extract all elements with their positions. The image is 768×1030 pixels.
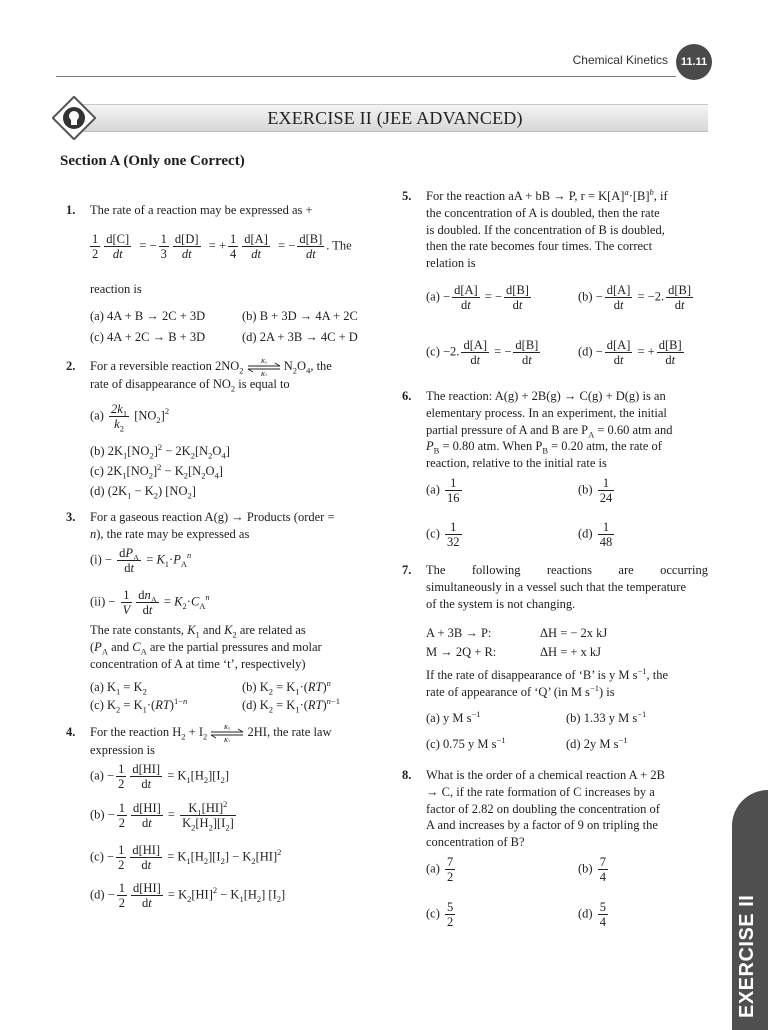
q6-option-b[interactable]: (b) $\frac{1}{24}$ [578, 476, 613, 505]
question-8: 8. What is the order of a chemical reaction A + 2B → C, if the rate formation of C increases by a factor of 2.82 on doubling the concentration of A and increases by a factor of 9 on tripling the concentration of B? [402, 768, 665, 850]
q4-option-a[interactable]: (a) − $\frac{1}{2}$ $\frac{d[HI]}{dt}$ = $K_1[H_2][I_2]$ [90, 762, 230, 791]
q3-option-d[interactable]: (d) $K_2 = K_1\cdot(RT)^{n-1}$ [242, 695, 340, 715]
svg-text:K: K [260, 359, 265, 366]
q7-option-b[interactable]: (b) 1.33 y M $s^{-1}$ [566, 708, 647, 725]
q1-option-d[interactable]: (d) 2A + 3B → 4C + D [242, 330, 358, 344]
question-number: 8. [402, 768, 412, 782]
q4-option-b[interactable]: (b) − $\frac{1}{2}$ $\frac{d[HI]}{dt}$ = $\frac{K_1[HI]^2}{K_2[H_2][I_2]}$ [90, 798, 234, 833]
header-rule [56, 76, 676, 77]
q5-option-b[interactable]: (b) − $\frac{d[A]}{dt}$ = −2. $\frac{d[B]}{dt}$ [578, 283, 692, 312]
q2-option-d[interactable]: (d) $(2K_1 - K_2)$ $[NO_2]$ [90, 484, 196, 501]
q5-option-c[interactable]: (c) −2. $\frac{d[A]}{dt}$ = − $\frac{d[B]}{dt}$ [426, 338, 539, 367]
question-number: 4. [66, 725, 76, 739]
question-1 [66, 202, 372, 219]
question-3: 3. For a gaseous reaction A(g) → Products (order = n), the rate may be expressed as [66, 510, 335, 541]
svg-text:K: K [260, 372, 265, 377]
question-6: 6. The reaction: A(g) + 2B(g) → C(g) + D(g) is an elementary process. In an experiment, the initial partial pressure of A and B are $P_A = 0.60$ atm and $P_B = 0.80$ atm. When $P_B = 0.20$ atm, the rate of reaction, relative to the initial rate is [402, 389, 673, 471]
q2-stem: For a reversible reaction 2NO [90, 359, 240, 373]
svg-text:2: 2 [228, 738, 231, 743]
q4-option-d[interactable]: (d) − $\frac{1}{2}$ $\frac{d[HI]}{dt}$ = $K_2[HI]^2 - K_1[H_2]$ $[I_2]$ [90, 881, 286, 910]
question-stem: The rate of a reaction may be expressed as + [90, 203, 313, 217]
q2-option-b[interactable]: (b) $2K_1[NO_2]^2 - 2K_2[N_2O_4]$ [90, 441, 230, 461]
q3-expression-i: (i) − $\frac{dP_A}{dt}$ = $K_1\cdot P_A^n$ [90, 546, 192, 575]
question-number: 6. [402, 389, 412, 403]
q8-option-d[interactable]: (d) $\frac{5}{4}$ [578, 900, 606, 929]
svg-text:K: K [224, 725, 229, 732]
q2-option-c[interactable]: (c) $2K_1[NO_2]^2 - K_2[N_2O_4]$ [90, 461, 223, 481]
question-number: 2. [66, 359, 76, 373]
q5-option-d[interactable]: (d) − $\frac{d[A]}{dt}$ = + $\frac{d[B]}{dt}$ [578, 338, 682, 367]
question-2: 2. For a reversible reaction $2NO_2$ K 1 K 2 $N_2O_4$, the rate of disappearance of $NO_2$ is equal to [66, 359, 332, 394]
question-7: 7. The following reactions are occurring simultaneously in a vessel such that the temperature of the system is not changing. [402, 563, 708, 611]
brain-logo-icon [52, 96, 96, 140]
q8-option-c[interactable]: (c) $\frac{5}{2}$ [426, 900, 454, 929]
question-number: 7. [402, 563, 412, 577]
q5-option-a[interactable]: (a) − $\frac{d[A]}{dt}$ = − $\frac{d[B]}{dt}$ [426, 283, 529, 312]
q4-option-c[interactable]: (c) − $\frac{1}{2}$ $\frac{d[HI]}{dt}$ = $K_1[H_2][I_2] - K_2[HI]^2$ [90, 843, 282, 872]
q6-option-a[interactable]: (a) $\frac{1}{16}$ [426, 476, 460, 505]
equilibrium-arrow-icon [247, 358, 281, 376]
question-4: 4. For the reaction $H_2 + I_2$ K 1 K 2 2HI, the rate law expression is [66, 725, 332, 758]
q1-option-c[interactable]: (c) 4A + 2C → B + 3D [90, 330, 206, 344]
q1-option-a[interactable]: (a) 4A + B → 2C + 3D [90, 309, 206, 323]
q7-reaction-2: M → 2Q + R: [426, 645, 497, 659]
q3-option-a[interactable]: (a) $K_1 = K_2$ [90, 680, 147, 697]
q8-option-a[interactable]: (a) $\frac{7}{2}$ [426, 855, 454, 884]
exercise-banner [82, 104, 708, 132]
q7-option-c[interactable]: (c) 0.75 y M $s^{-1}$ [426, 734, 506, 751]
question-number: 1. [66, 203, 76, 217]
page-number-badge: 11.11 [676, 44, 712, 80]
side-tab [732, 790, 768, 1030]
q1-stem-2: reaction is [90, 282, 142, 296]
q7-option-a[interactable]: (a) y M $s^{-1}$ [426, 708, 481, 725]
svg-text:1: 1 [264, 360, 267, 366]
q3-expression-ii: (ii) − $\frac{1}{V}$ $\frac{dn_A}{dt}$ = $K_2\cdot C_A^n$ [90, 588, 210, 617]
svg-text:1: 1 [228, 726, 231, 732]
q1-rate-expression: $\frac{1}{2}$ $\frac{d[C]}{dt}$ = − $\frac{1}{3}$ $\frac{d[D]}{dt}$ = + $\frac{1}{4}$ $\frac{d[A]}{dt}$ = − $\frac{d[B]}{dt}$ . The [92, 232, 352, 261]
exercise-title: EXERCISE II (JEE ADVANCED) [267, 108, 523, 128]
question-number: 5. [402, 189, 412, 203]
q7-question: If the rate of disappearance of ‘B’ is y M $s^{-1}$, the rate of appearance of ‘Q’ (in M $s^{-1}$) is [426, 665, 669, 699]
q6-option-c[interactable]: (c) $\frac{1}{32}$ [426, 520, 460, 549]
svg-text:2: 2 [264, 372, 267, 377]
q3-option-b[interactable]: (b) $K_2 = K_1\cdot(RT)^n$ [242, 677, 331, 697]
q3-option-c[interactable]: (c) $K_2 = K_1\cdot(RT)^{1-n}$ [90, 695, 188, 715]
svg-text:K: K [224, 738, 229, 743]
q7-reaction-1-enthalpy: ΔH = − 2x kJ [540, 626, 608, 640]
equilibrium-arrow-icon [210, 724, 244, 742]
q3-paragraph: The rate constants, $K_1$ and $K_2$ are related as ($P_A$ and $C_A$ are the partial pressures and molar concentration of A at time ‘t’, respectively) [90, 623, 322, 671]
q7-reaction-2-enthalpy: ΔH = + x kJ [540, 645, 602, 659]
q8-option-b[interactable]: (b) $\frac{7}{4}$ [578, 855, 606, 884]
q6-option-d[interactable]: (d) $\frac{1}{48}$ [578, 520, 613, 549]
q1-option-b[interactable]: (b) B + 3D → 4A + 2C [242, 309, 358, 323]
question-number: 3. [66, 510, 76, 524]
chapter-title: Chemical Kinetics [572, 53, 668, 67]
question-5: 5. For the reaction aA + bB → P, $r = K[A]^a\cdot[B]^b$, if the concentration of A is doubled, then the rate is doubled. If the concentration of B is doubled, then the rate becomes four times. The correct relation is [402, 186, 668, 271]
q7-reaction-1: A + 3B → P: [426, 626, 492, 640]
q7-option-d[interactable]: (d) 2y M $s^{-1}$ [566, 734, 628, 751]
side-tab-label: EXERCISE II [736, 894, 758, 1018]
q2-option-a[interactable]: (a) $\frac{2k_1}{k_2}$ $[NO_2]^2$ [90, 402, 170, 434]
section-heading: Section A (Only one Correct) [60, 153, 245, 169]
